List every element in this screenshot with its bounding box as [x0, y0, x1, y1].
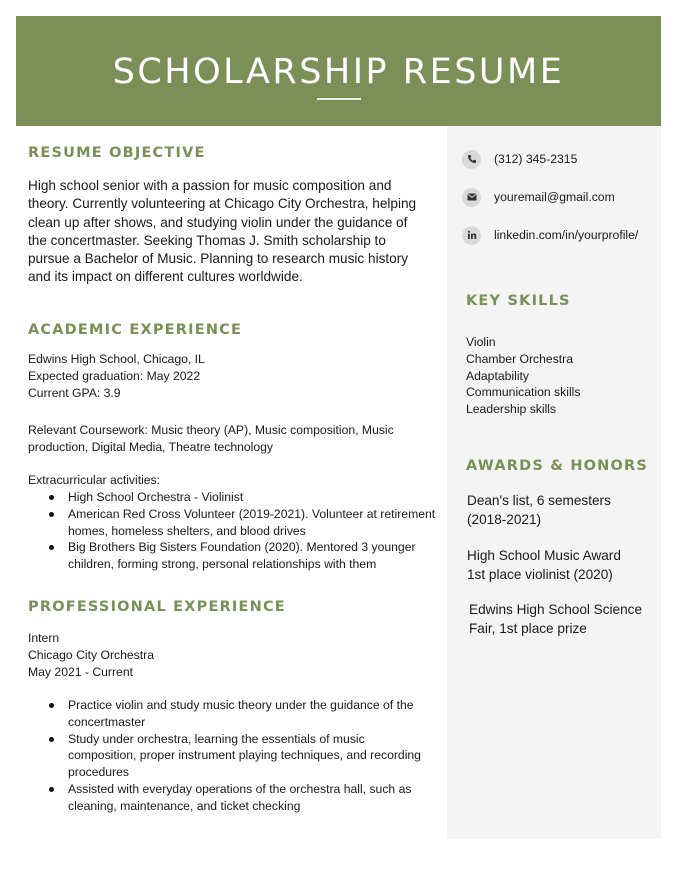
list-item: Study under orchestra, learning the essentials of music composition, proper instrument playing techniques, and recording procedures: [68, 731, 428, 781]
contact-phone: [462, 149, 577, 169]
activities-list: [28, 489, 440, 573]
list-item: Practice violin and study music theory under the guidance of the concertmaster: [68, 697, 428, 731]
contact-email: [462, 187, 615, 207]
graduation-date: Expected graduation: May 2022: [28, 368, 201, 383]
skills-heading: KEY SKILLS: [466, 293, 571, 309]
job-dates: May 2021 - Current: [28, 664, 133, 679]
job-role: Intern: [28, 631, 60, 645]
linkedin-icon: [462, 226, 481, 245]
skill-item: Adaptability: [466, 368, 530, 383]
objective-heading: RESUME OBJECTIVE: [28, 145, 206, 161]
awards-heading: AWARDS & HONORS: [466, 458, 649, 474]
academic-details: [28, 351, 428, 401]
title-underline: [317, 98, 361, 100]
skill-item: Violin: [466, 335, 496, 349]
list-item: Big Brothers Big Sisters Foundation (2020). Mentored 3 younger children, forming strong, personal relationships with them: [68, 539, 440, 573]
linkedin-text: linkedin.com/in/yourprofile/: [494, 228, 639, 242]
list-item: American Red Cross Volunteer (2019-2021). Volunteer at retirement homes, homeless shelters, and blood drives: [68, 506, 440, 540]
list-item: Assisted with everyday operations of the orchestra hall, such as cleaning, maintenance, and ticket checking: [68, 781, 428, 815]
duties-list: [28, 697, 428, 815]
professional-heading: PROFESSIONAL EXPERIENCE: [28, 599, 286, 615]
phone-text: (312) 345-2315: [494, 152, 578, 166]
contact-linkedin: [462, 225, 638, 245]
skill-item: Chamber Orchestra: [466, 351, 574, 366]
coursework: Relevant Coursework: Music theory (AP), Music composition, Music production, Digital Media, Theatre technology: [28, 423, 394, 454]
email-text: youremail@gmail.com: [494, 190, 615, 204]
award-item: Dean's list, 6 semesters (2018-2021): [467, 493, 611, 527]
list-item: High School Orchestra - Violinist: [68, 489, 440, 506]
job-org: Chicago City Orchestra: [28, 647, 154, 662]
extracurricular-label: Extracurricular activities:: [28, 473, 161, 487]
award-item: High School Music Award 1st place violinist (2020): [467, 548, 621, 582]
phone-icon: [462, 150, 481, 169]
academic-heading: ACADEMIC EXPERIENCE: [28, 322, 243, 338]
skill-item: Leadership skills: [466, 402, 557, 417]
objective-text: High school senior with a passion for music composition and theory. Currently volunteering at Chicago City Orchestra, helping clean up after shows, and studying violin under the guidance of the concertmaster. Seeking Thomas J. Smith scholarship to pursue a Bachelor of Music. Planning to research music history and its impact on different cultures worldwide.: [28, 178, 417, 285]
skills-list: [466, 334, 656, 418]
header-banner: [16, 16, 661, 126]
job-details: [28, 630, 428, 680]
resume-title: SCHOLARSHIP RESUME: [112, 52, 565, 92]
envelope-icon: [462, 188, 481, 207]
award-item: Edwins High School Science Fair, 1st place prize: [469, 602, 643, 636]
school-name: Edwins High School, Chicago, IL: [28, 352, 205, 366]
skill-item: Communication skills: [466, 385, 581, 400]
gpa: Current GPA: 3.9: [28, 385, 121, 400]
